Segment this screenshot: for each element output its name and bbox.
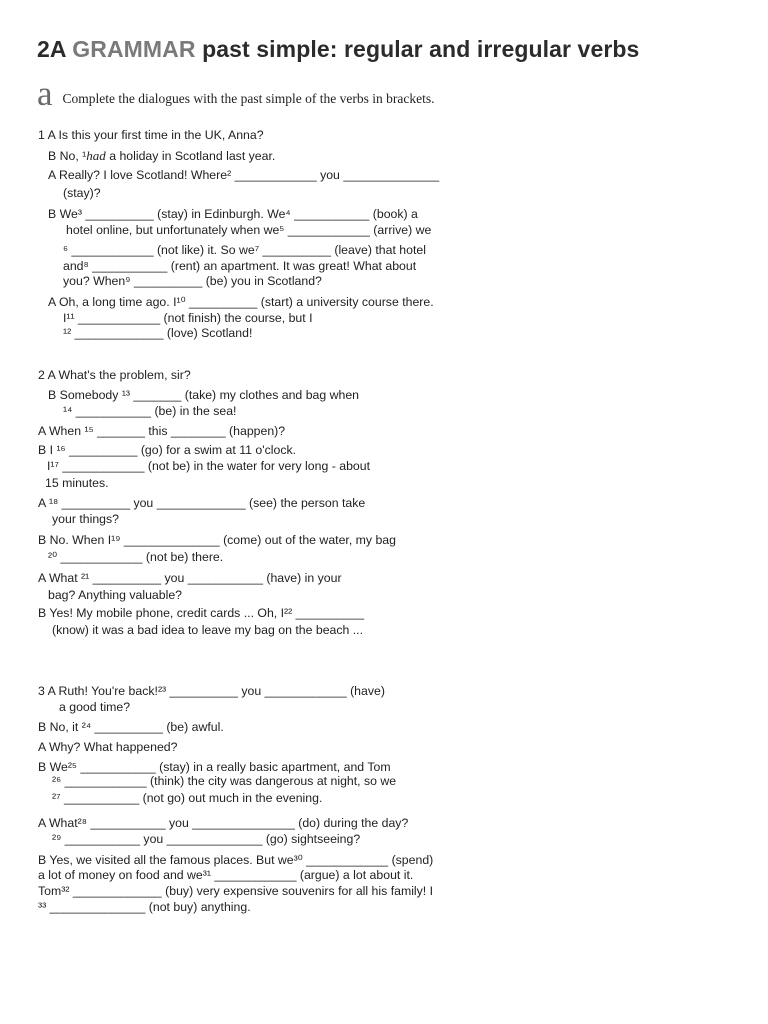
dialogue-3-line: B No, it ²⁴ __________ (be) awful.	[38, 720, 224, 734]
dialogue-3-line: A Why? What happened?	[38, 740, 178, 754]
dialogue-3-line: ²⁷ ___________ (not go) out much in the evening.	[52, 791, 323, 805]
dialogue-3-line: a good time?	[59, 700, 131, 714]
exercise-instruction	[37, 74, 434, 114]
dialogue-1-line: 1 A Is this your first time in the UK, Anna?	[38, 128, 264, 142]
dialogue-3-line: B We²⁵ ___________ (stay) in a really basic apartment, and Tom	[38, 760, 391, 774]
dialogue-3-line: ²⁶ ____________ (think) the city was dangerous at night, so we	[52, 774, 397, 788]
dialogue-3-line: Tom³² _____________ (buy) very expensive souvenirs for all his family! I	[38, 884, 434, 898]
dialogue-2-line: your things?	[52, 512, 119, 526]
dialogue-2-line: 2 A What's the problem, sir?	[38, 368, 191, 382]
dialogue-2-line: A ¹⁸ __________ you _____________ (see) the person take	[38, 496, 366, 510]
dialogue-2-line: bag? Anything valuable?	[48, 588, 183, 602]
exercise-letter: a	[37, 74, 53, 113]
dialogue-2-line: A When ¹⁵ _______ this ________ (happen)?	[38, 424, 286, 438]
dialogue-3-line: ³³ ______________ (not buy) anything.	[38, 900, 251, 914]
dialogue-2-line: ²⁰ ____________ (not be) there.	[48, 550, 224, 564]
title-section: GRAMMAR	[72, 36, 196, 62]
page-title	[37, 36, 639, 63]
dialogue-1-line: ¹² _____________ (love) Scotland!	[63, 326, 253, 340]
dialogue-2-line: 15 minutes.	[45, 476, 109, 490]
dialogue-2-line: B No. When I¹⁹ ______________ (come) out of the water, my bag	[38, 533, 396, 547]
dialogue-3-line: ²⁹ ___________ you ______________ (go) sightseeing?	[52, 832, 361, 846]
dialogue-2-line: B Somebody ¹³ _______ (take) my clothes and bag when	[48, 388, 360, 402]
dialogue-1-line: (stay)?	[63, 186, 101, 200]
dialogue-1-example-line: B No, ¹had a holiday in Scotland last year.	[48, 148, 276, 163]
title-code: 2A	[37, 36, 66, 62]
title-topic: past simple: regular and irregular verbs	[202, 36, 640, 62]
dialogue-2-line: B Yes! My mobile phone, credit cards ... Oh, I²² __________	[38, 606, 365, 620]
dialogue-1-line: A Oh, a long time ago. I¹⁰ __________ (start) a university course there.	[48, 295, 434, 309]
dialogue-2-line: ¹⁴ ___________ (be) in the sea!	[63, 404, 237, 418]
dialogue-3-line: 3 A Ruth! You're back!²³ __________ you ____________ (have)	[38, 684, 385, 698]
example-answer: had	[86, 148, 106, 163]
dialogue-1-line: I¹¹ ____________ (not finish) the course, but I	[63, 311, 313, 325]
dialogue-1-line: and⁸ ___________ (rent) an apartment. It was great! What about	[63, 259, 417, 273]
dialogue-2-line: A What ²¹ __________ you ___________ (have) in your	[38, 571, 342, 585]
dialogue-2-line: I¹⁷ ____________ (not be) in the water for very long - about	[47, 459, 371, 473]
dialogue-2-line: B I ¹⁶ __________ (go) for a swim at 11 o'clock.	[38, 443, 297, 457]
instruction-text: Complete the dialogues with the past simple of the verbs in brackets.	[62, 91, 435, 106]
dialogue-1-line: ⁶ ____________ (not like) it. So we⁷ __________ (leave) that hotel	[63, 243, 426, 257]
dialogue-1-line: you? When⁹ __________ (be) you in Scotland?	[63, 274, 322, 288]
dialogue-1-line: B We³ __________ (stay) in Edinburgh. We⁴ ___________ (book) a	[48, 207, 418, 221]
dialogue-3-line: a lot of money on food and we³¹ ____________ (argue) a lot about it.	[38, 868, 414, 882]
dialogue-3-line: B Yes, we visited all the famous places. But we³⁰ ____________ (spend)	[38, 853, 434, 867]
dialogue-3-line: A What²⁸ ___________ you _______________ (do) during the day?	[38, 816, 409, 830]
dialogue-2-line: (know) it was a bad idea to leave my bag on the beach ...	[52, 623, 364, 637]
dialogue-1-line: A Really? I love Scotland! Where² ____________ you ______________	[48, 168, 440, 182]
dialogue-1-line: hotel online, but unfortunately when we⁵ ____________ (arrive) we	[66, 223, 432, 237]
